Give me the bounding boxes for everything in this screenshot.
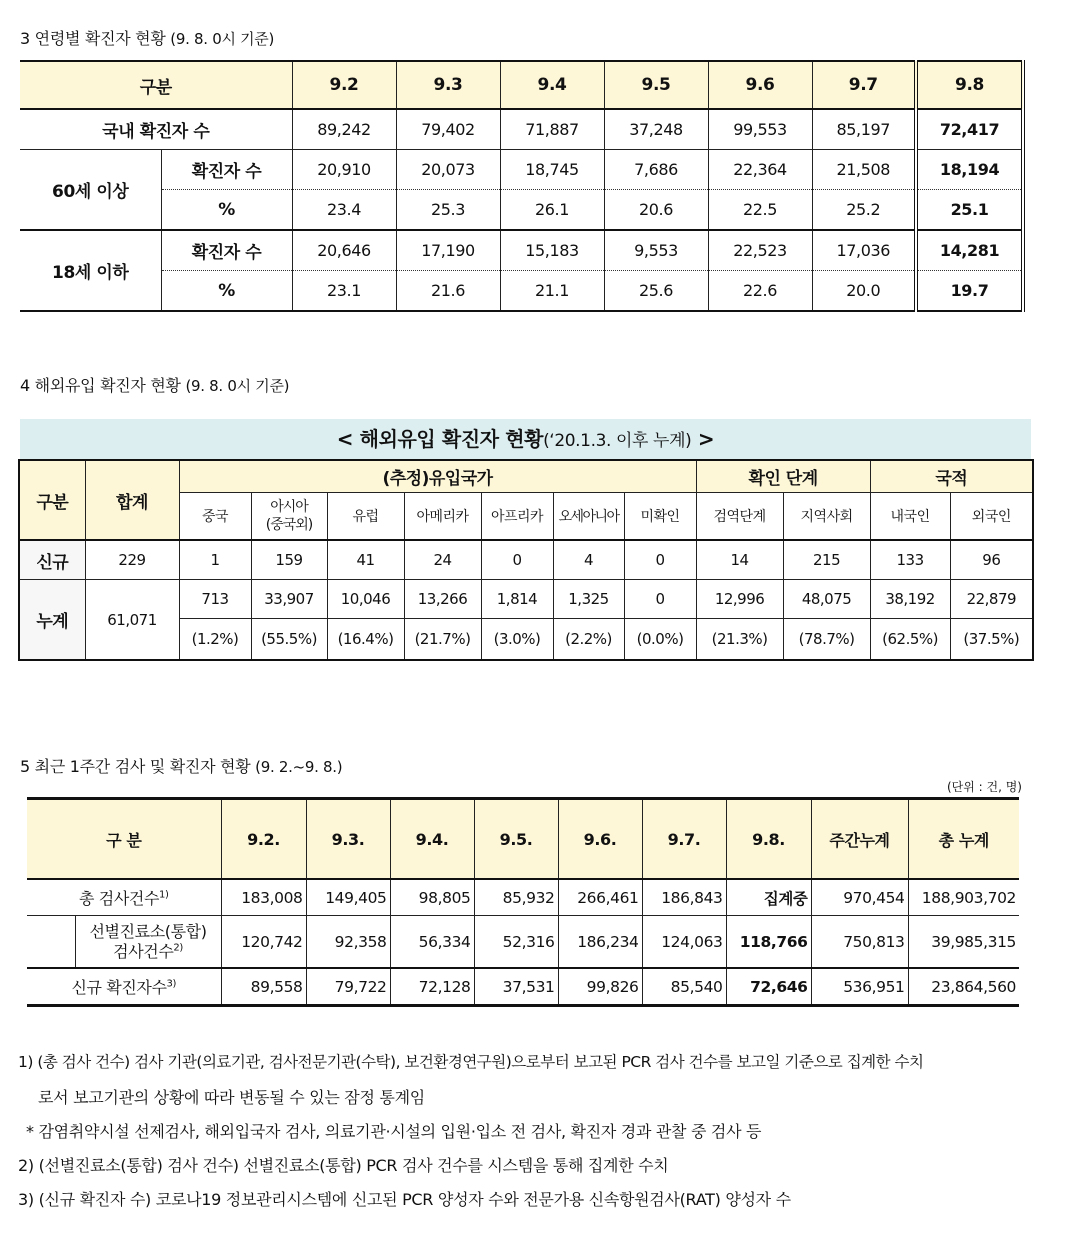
header-cell: 주간누계 — [811, 799, 908, 880]
header-row — [27, 799, 1019, 880]
value-cell: 15,183 — [500, 230, 604, 271]
header-cell: 9.2 — [292, 61, 396, 109]
header-cell: 9.5 — [604, 61, 708, 109]
value-cell: 25.2 — [812, 190, 916, 231]
row-label: 확진자 수 — [161, 150, 292, 190]
value-cell: 4 — [553, 540, 624, 580]
overseas-table-caption — [20, 419, 1031, 459]
footnote-mark: 2) — [173, 942, 183, 954]
row-label: 누계 — [19, 580, 85, 661]
value-cell: 0 — [481, 540, 553, 580]
row-label-text: 신규 확진자수 — [71, 978, 167, 997]
value-cell: 48,075 — [783, 580, 870, 619]
header-cell: 9.2. — [221, 799, 306, 880]
value-cell: 750,813 — [811, 916, 908, 969]
pct-cell: (2.2%) — [553, 619, 624, 661]
value-cell: 22,364 — [708, 150, 812, 190]
col-header: 검역단계 — [696, 493, 783, 541]
value-cell: 7,686 — [604, 150, 708, 190]
header-cell: 9.8 — [916, 61, 1023, 109]
header-cell: 구 분 — [27, 799, 221, 880]
footnote-1-cont: 로서 보고기관의 상황에 따라 변동될 수 있는 잠정 통계임 — [38, 1088, 425, 1107]
value-cell: 22,523 — [708, 230, 812, 271]
caption-main: < 해외유입 확진자 현황 — [336, 427, 544, 451]
under18-pct-row — [20, 271, 1023, 312]
value-cell: 92,358 — [306, 916, 390, 969]
row-group-label: 18세 이하 — [20, 230, 161, 311]
value-cell: 33,907 — [251, 580, 327, 619]
header-row — [20, 61, 1023, 109]
value-cell: 536,951 — [811, 968, 908, 1006]
value-cell: 39,985,315 — [908, 916, 1019, 969]
caption-end: > — [691, 427, 715, 451]
row-label-line2: 검사건수 — [113, 941, 174, 961]
overseas-table — [18, 459, 1034, 661]
value-cell: 79,402 — [396, 109, 500, 150]
value-cell: 99,553 — [708, 109, 812, 150]
pct-cell: (62.5%) — [870, 619, 950, 661]
value-cell: 21,508 — [812, 150, 916, 190]
value-cell: 183,008 — [221, 879, 306, 916]
value-cell: 124,063 — [642, 916, 726, 969]
value-cell: 9,553 — [604, 230, 708, 271]
value-cell: 159 — [251, 540, 327, 580]
value-cell: 26.1 — [500, 190, 604, 231]
value-cell: 1,325 — [553, 580, 624, 619]
value-cell: 25.6 — [604, 271, 708, 312]
value-cell: 38,192 — [870, 580, 950, 619]
pct-cell: (1.2%) — [179, 619, 251, 661]
value-cell: 19.7 — [916, 271, 1023, 312]
header-cell: 9.4 — [500, 61, 604, 109]
value-cell: 10,046 — [327, 580, 404, 619]
value-cell: 21.6 — [396, 271, 500, 312]
footnote-3: 3) (신규 확진자 수) 코로나19 정보관리시스템에 신고된 PCR 양성자 수와 전문가용 신속항원검사(RAT) 양성자 수 — [18, 1190, 791, 1209]
value-cell: 0 — [624, 540, 696, 580]
section-3-title-text: 3 연령별 확진자 현황 — [20, 29, 166, 48]
total-tests-row — [27, 879, 1019, 916]
value-cell: 37,248 — [604, 109, 708, 150]
value-cell: 72,417 — [916, 109, 1023, 150]
value-cell: 23.4 — [292, 190, 396, 231]
value-cell: 22.5 — [708, 190, 812, 231]
value-cell: 118,766 — [726, 916, 811, 969]
row-label — [27, 879, 221, 916]
value-cell: 98,805 — [390, 879, 474, 916]
col-header: 오세아니아 — [553, 493, 624, 541]
total-cell: 229 — [85, 540, 179, 580]
value-cell: 71,887 — [500, 109, 604, 150]
header-cell: 구분 — [20, 61, 292, 109]
value-cell: 713 — [179, 580, 251, 619]
header-cell: 9.8. — [726, 799, 811, 880]
col-header: 외국인 — [950, 493, 1033, 541]
col-header: 아시아 (중국외) — [251, 493, 327, 541]
new-row — [19, 540, 1033, 580]
col-header: 중국 — [179, 493, 251, 541]
value-cell: 24 — [404, 540, 481, 580]
header-cell: 9.7. — [642, 799, 726, 880]
value-cell: 20.0 — [812, 271, 916, 312]
row-label: 신규 — [19, 540, 85, 580]
under18-cases-row — [20, 230, 1023, 271]
value-cell: 25.3 — [396, 190, 500, 231]
total-cell: 61,071 — [85, 580, 179, 661]
section-5-subtitle: (9. 2.~9. 8.) — [255, 758, 343, 776]
over60-cases-row — [20, 150, 1023, 190]
pct-cell: (55.5%) — [251, 619, 327, 661]
value-cell: 20,646 — [292, 230, 396, 271]
header-cell: 9.6. — [558, 799, 642, 880]
value-cell: 37,531 — [474, 968, 558, 1006]
value-cell: 56,334 — [390, 916, 474, 969]
pct-cell: (78.7%) — [783, 619, 870, 661]
pct-cell: (16.4%) — [327, 619, 404, 661]
caption-paren: (‘20.1.3. 이후 누계) — [543, 431, 692, 451]
header-nationality: 국적 — [870, 460, 1033, 493]
section-4-subtitle: (9. 8. 0시 기준) — [185, 377, 290, 395]
header-cell: 9.7 — [812, 61, 916, 109]
value-cell: 85,197 — [812, 109, 916, 150]
value-cell: 17,036 — [812, 230, 916, 271]
value-cell: 41 — [327, 540, 404, 580]
section-4-title-text: 4 해외유입 확진자 현황 — [20, 376, 181, 395]
value-cell: 186,843 — [642, 879, 726, 916]
footnote-2: 2) (선별진료소(통합) 검사 건수) 선별진료소(통합) PCR 검사 건수를 시스템을 통해 집계한 수치 — [18, 1156, 669, 1175]
value-cell: 188,903,702 — [908, 879, 1019, 916]
group-header-row — [19, 460, 1033, 493]
value-cell: 99,826 — [558, 968, 642, 1006]
value-cell: 13,266 — [404, 580, 481, 619]
header-gubun: 구분 — [19, 460, 85, 540]
row-label — [75, 916, 221, 969]
value-cell: 89,558 — [221, 968, 306, 1006]
pct-cell: (3.0%) — [481, 619, 553, 661]
age-group-table — [20, 60, 1025, 312]
value-cell: 89,242 — [292, 109, 396, 150]
header-cell: 9.3. — [306, 799, 390, 880]
value-cell: 120,742 — [221, 916, 306, 969]
value-cell: 12,996 — [696, 580, 783, 619]
weekly-tests-table — [27, 797, 1019, 1007]
value-cell: 149,405 — [306, 879, 390, 916]
row-label: % — [161, 190, 292, 231]
header-countries: (추정)유입국가 — [179, 460, 696, 493]
value-cell: 0 — [624, 580, 696, 619]
col-header: 미확인 — [624, 493, 696, 541]
header-total: 합계 — [85, 460, 179, 540]
domestic-row — [20, 109, 1023, 150]
value-cell: 20,910 — [292, 150, 396, 190]
footnote-1: 1) (총 검사 건수) 검사 기관(의료기관, 검사전문기관(수탁), 보건환경연구원)으로부터 보고된 PCR 검사 건수를 보고일 기준으로 집계한 수치 — [18, 1053, 924, 1071]
header-cell: 총 누계 — [908, 799, 1019, 880]
footnote-mark: 3) — [166, 978, 176, 990]
header-cell: 9.6 — [708, 61, 812, 109]
value-cell: 집계중 — [726, 879, 811, 916]
col-header: 아메리카 — [404, 493, 481, 541]
value-cell: 21.1 — [500, 271, 604, 312]
footnote-mark: 1) — [159, 889, 169, 901]
value-cell: 22.6 — [708, 271, 812, 312]
value-cell: 18,745 — [500, 150, 604, 190]
value-cell: 14 — [696, 540, 783, 580]
col-header: 내국인 — [870, 493, 950, 541]
value-cell: 23,864,560 — [908, 968, 1019, 1006]
header-cell: 9.4. — [390, 799, 474, 880]
value-cell: 18,194 — [916, 150, 1023, 190]
value-cell: 85,540 — [642, 968, 726, 1006]
col-header: 지역사회 — [783, 493, 870, 541]
pct-cell: (21.7%) — [404, 619, 481, 661]
value-cell: 20,073 — [396, 150, 500, 190]
value-cell: 1 — [179, 540, 251, 580]
col-header: 유럽 — [327, 493, 404, 541]
over60-pct-row — [20, 190, 1023, 231]
value-cell: 79,722 — [306, 968, 390, 1006]
row-label: % — [161, 271, 292, 312]
value-cell: 970,454 — [811, 879, 908, 916]
row-label-line1: 선별진료소(통합) — [89, 921, 207, 941]
value-cell: 23.1 — [292, 271, 396, 312]
value-cell: 96 — [950, 540, 1033, 580]
value-cell: 17,190 — [396, 230, 500, 271]
unit-label: (단위 : 건, 명) — [946, 780, 1022, 794]
section-3-subtitle: (9. 8. 0시 기준) — [170, 30, 275, 48]
header-cell: 9.3 — [396, 61, 500, 109]
pct-cell: (0.0%) — [624, 619, 696, 661]
row-group-label: 60세 이상 — [20, 150, 161, 231]
value-cell: 85,932 — [474, 879, 558, 916]
value-cell: 25.1 — [916, 190, 1023, 231]
value-cell: 72,646 — [726, 968, 811, 1006]
row-label — [27, 968, 221, 1006]
value-cell: 22,879 — [950, 580, 1033, 619]
new-cases-row — [27, 968, 1019, 1006]
section-3-title — [20, 26, 274, 49]
indent-cell — [27, 916, 75, 969]
value-cell: 72,128 — [390, 968, 474, 1006]
clinic-tests-row — [27, 916, 1019, 969]
value-cell: 52,316 — [474, 916, 558, 969]
row-label-text: 총 검사건수 — [79, 889, 159, 908]
footnote-star: * 감염취약시설 선제검사, 해외입국자 검사, 의료기관·시설의 입원·입소 전 검사, 확진자 경과 관찰 중 검사 등 — [26, 1122, 762, 1141]
section-4-title — [20, 373, 289, 396]
header-cell: 9.5. — [474, 799, 558, 880]
row-label: 확진자 수 — [161, 230, 292, 271]
value-cell: 1,814 — [481, 580, 553, 619]
value-cell: 266,461 — [558, 879, 642, 916]
section-5-title-text: 5 최근 1주간 검사 및 확진자 현황 — [20, 757, 251, 776]
value-cell: 14,281 — [916, 230, 1023, 271]
header-stage: 확인 단계 — [696, 460, 870, 493]
row-label: 국내 확진자 수 — [20, 109, 292, 150]
value-cell: 20.6 — [604, 190, 708, 231]
value-cell: 186,234 — [558, 916, 642, 969]
cumulative-row — [19, 580, 1033, 619]
section-5-title — [20, 754, 342, 777]
value-cell: 215 — [783, 540, 870, 580]
pct-cell: (21.3%) — [696, 619, 783, 661]
value-cell: 133 — [870, 540, 950, 580]
pct-cell: (37.5%) — [950, 619, 1033, 661]
col-header: 아프리카 — [481, 493, 553, 541]
